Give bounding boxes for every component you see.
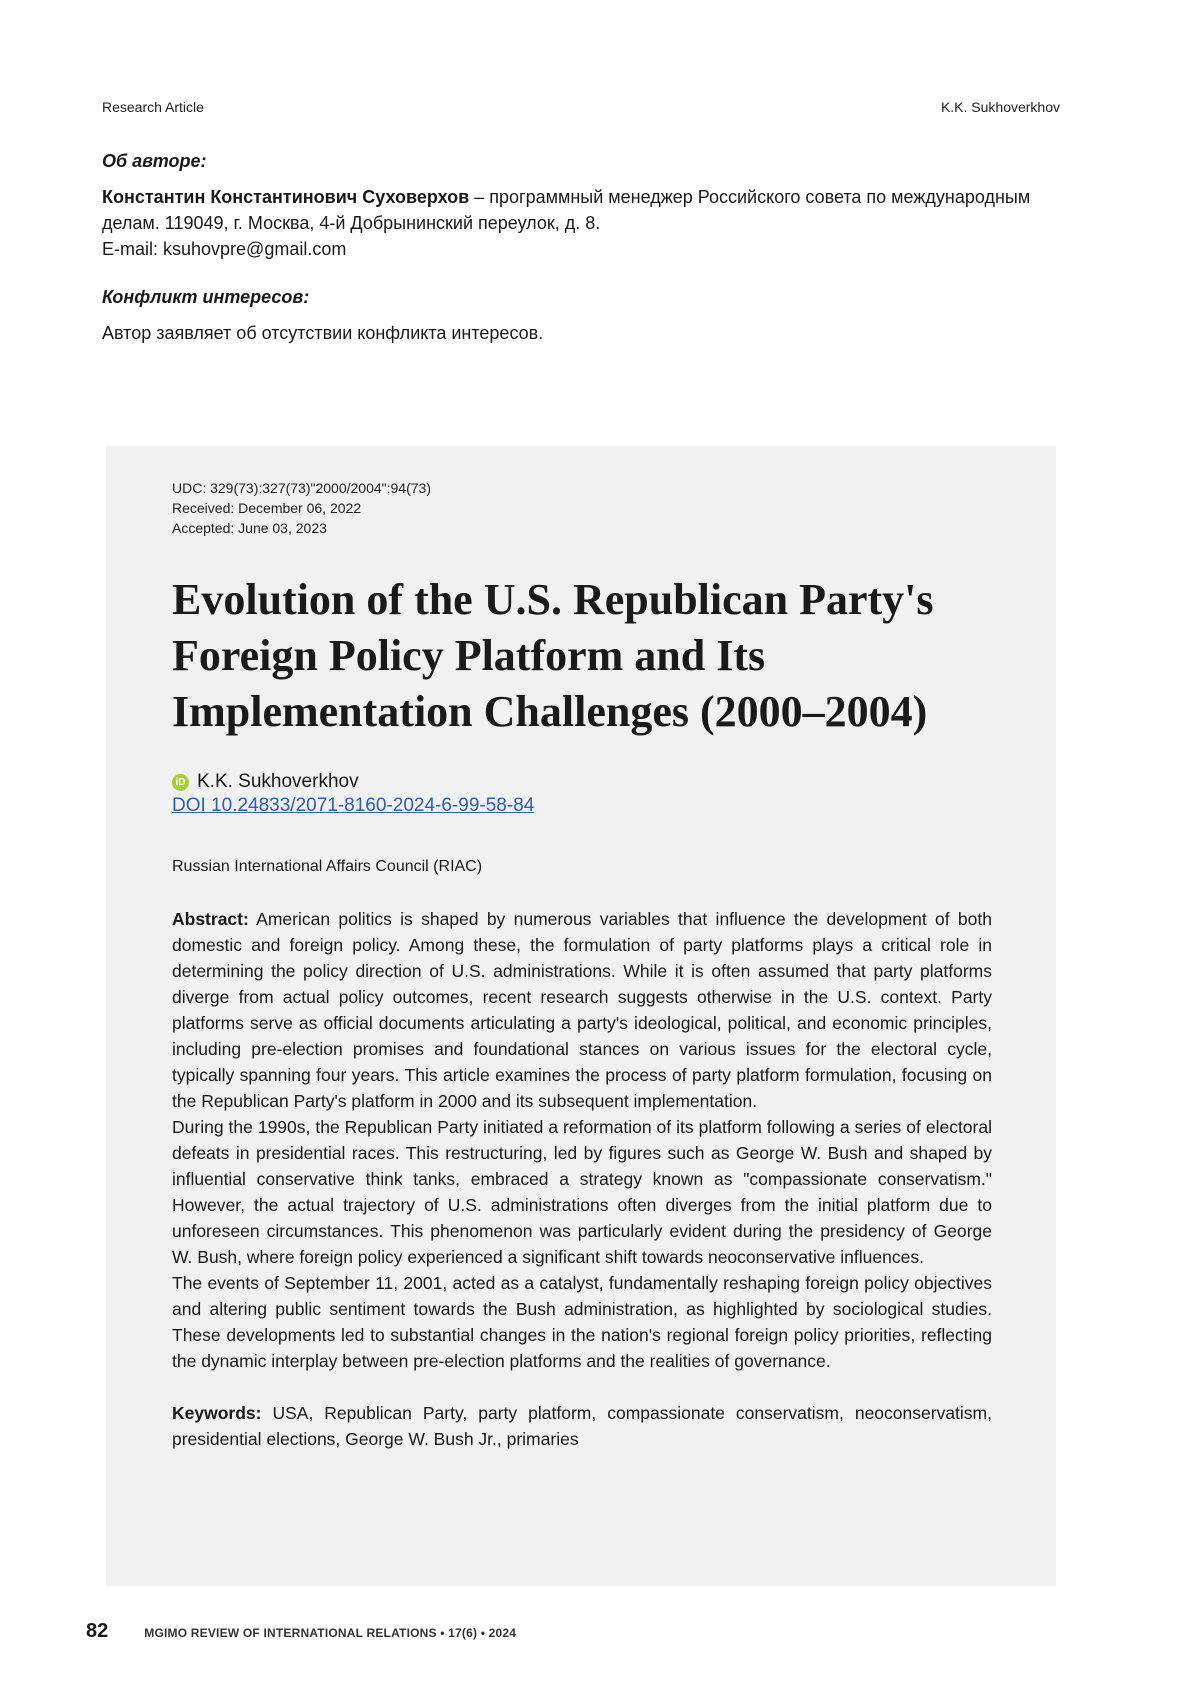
article-meta [172,478,992,538]
received-date: Received: December 06, 2022 [172,500,362,516]
keywords-label: Keywords: [172,1403,262,1423]
keywords-text: USA, Republican Party, party platform, compassionate conservatism, neoconservatism, presidential elections, George W. Bush Jr., primaries [172,1403,992,1449]
doi-link[interactable]: DOI 10.24833/2071-8160-2024-6-99-58-84 [172,795,535,816]
abstract [172,906,992,1374]
author-info [102,184,1062,236]
affiliation: Russian International Affairs Council (RIAC) [172,858,483,875]
abstract-paragraph-2: During the 1990s, the Republican Party initiated a reformation of its platform following a series of electoral defeats in presidential races. This restructuring, led by figures such as George W. Bush and shaped by influential conservative think tanks, embraced a strategy known as "compassionate conservatism." However, the actual trajectory of U.S. administrations often diverges from the initial platform due to unforeseen circumstances. This phenomenon was particularly evident during the presidency of George W. Bush, where foreign policy experienced a significant shift towards neoconservative influences. [172,1117,992,1267]
orcid-icon[interactable]: iD [172,774,189,791]
keywords [172,1400,992,1452]
about-author-section [102,148,1062,346]
journal-name: MGIMO REVIEW OF INTERNATIONAL RELATIONS • 17(6) • 2024 [144,1626,517,1640]
article-author: K.K. Sukhoverkhov [197,771,359,792]
udc-code: UDC: 329(73):327(73)"2000/2004":94(73) [172,480,431,496]
author-email: E-mail: ksuhovpre@gmail.com [102,239,347,259]
abstract-label: Abstract: [172,909,249,929]
accepted-date: Accepted: June 03, 2023 [172,520,327,536]
running-head-right: K.K. Sukhoverkhov [940,99,1060,115]
abstract-paragraph-3: The events of September 11, 2001, acted as a catalyst, fundamentally reshaping foreign policy objectives and altering public sentiment towards the Bush administration, as highlighted by sociological studies. These developments led to substantial changes in the nation's regional foreign policy priorities, reflecting the dynamic interplay between pre-election platforms and the realities of governance. [172,1273,992,1371]
page-number: 82 [86,1620,109,1642]
about-author-heading: Об авторе: [102,151,207,171]
abstract-paragraph-1: American politics is shaped by numerous variables that influence the development of both domestic and foreign policy. Among these, the formulation of party platforms plays a critical role in determining the policy direction of U.S. administrations. While it is often assumed that party platforms diverge from actual policy outcomes, recent research suggests otherwise in the U.S. context. Party platforms serve as official documents articulating a party's ideological, political, and economic principles, including pre-election promises and foundational stances on various issues for the electoral cycle, typically spanning four years. This article examines the process of party platform formulation, focusing on the Republican Party's platform in 2000 and its subsequent implementation. [172,909,992,1111]
running-head-left: Research Article [102,99,204,115]
article-title: Evolution of the U.S. Republican Party's Foreign Policy Platform and Its Implementation Challenges (2000–2004) [172,575,934,736]
conflict-heading: Конфликт интересов: [102,287,310,307]
article-author-line [172,770,992,794]
page-footer [86,1620,516,1643]
author-description: – программный менеджер Российского совета по международным делам. 119049, г. Москва, 4-й Добрынинский переулок, д. 8. [102,187,1031,233]
author-name: Константин Константинович Суховерхов [102,187,470,207]
article-abstract-panel [106,446,1056,1586]
conflict-text: Автор заявляет об отсутствии конфликта интересов. [102,323,544,343]
